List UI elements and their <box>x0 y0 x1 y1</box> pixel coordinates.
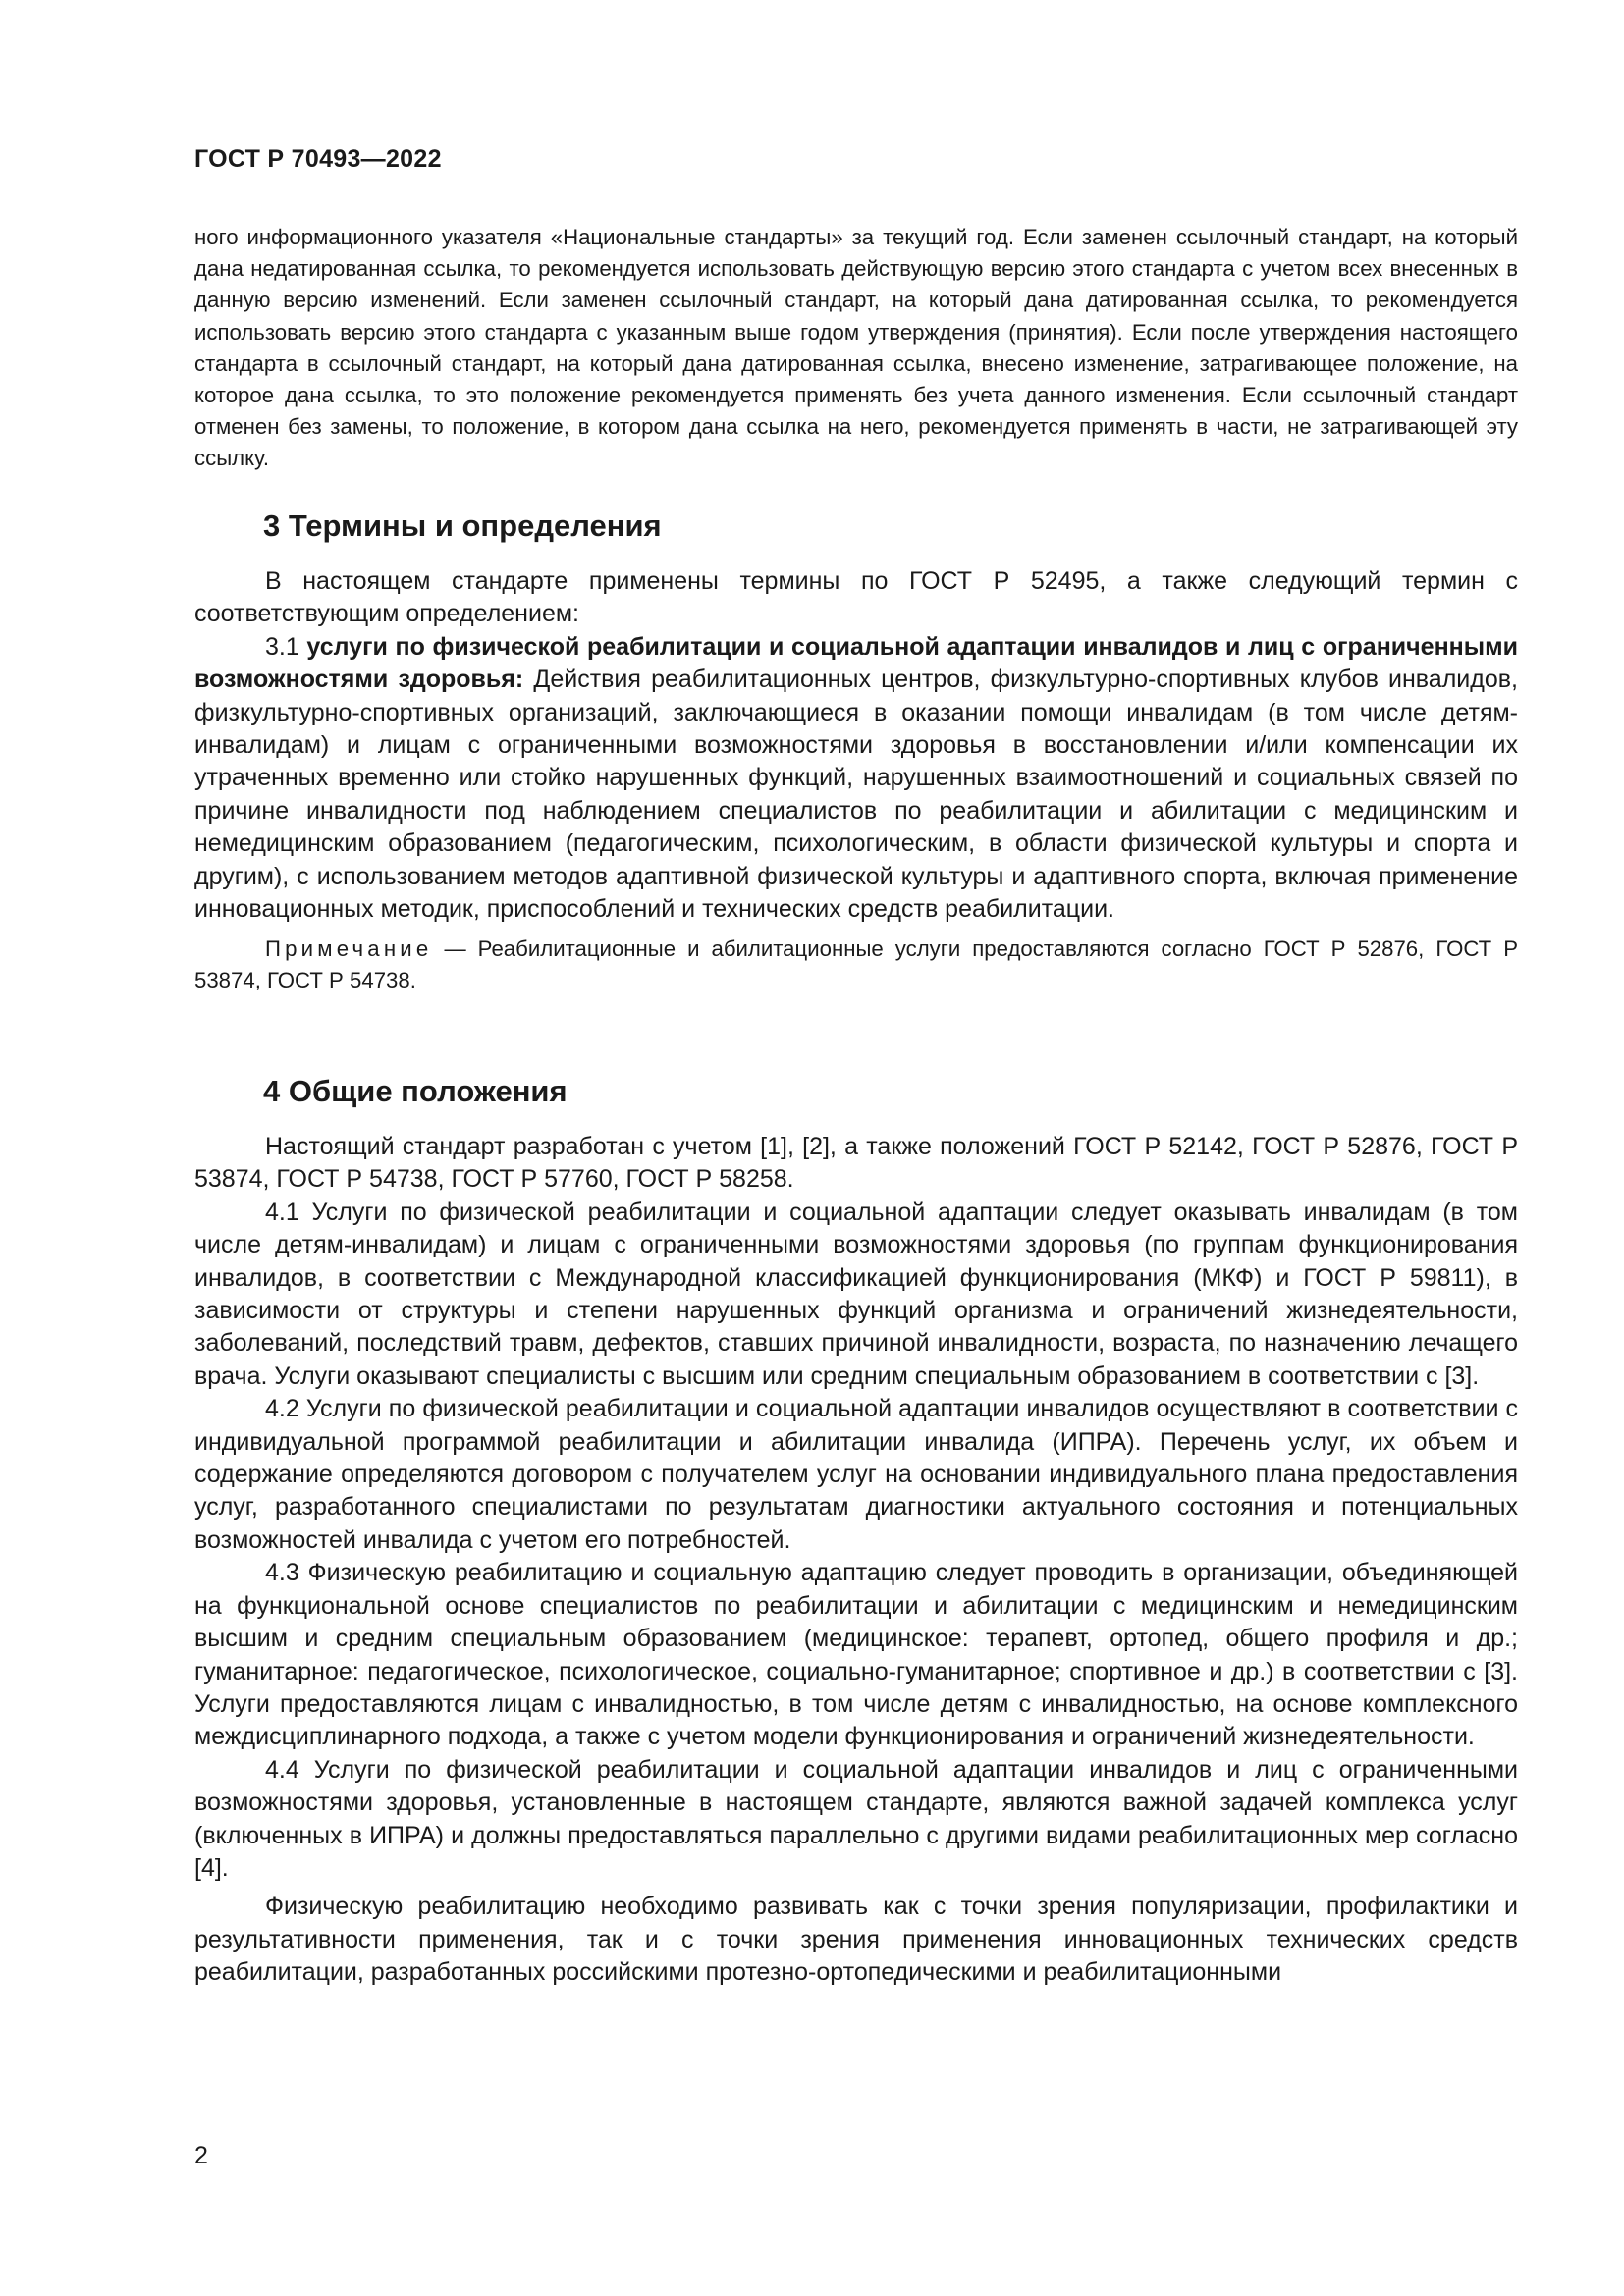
section-4-title: 4 Общие положения <box>263 1074 568 1108</box>
section-3 <box>194 507 1518 996</box>
section-4-paragraph-intro: Настоящий стандарт разработан с учетом [1], [2], а также положений ГОСТ Р 52142, ГОСТ Р 52876, ГОСТ Р 53874, ГОСТ Р 54738, ГОСТ Р 57760, ГОСТ Р 58258. <box>194 1133 1518 1194</box>
section-4-paragraph-last: Физическую реабилитацию необходимо развивать как с точки зрения популяризации, профилактики и результативности применения, так и с точки зрения применения инновационных технических средств реабилитации, разработанных российскими протезно-ортопедическими и реабилитационными <box>194 1893 1518 1987</box>
section-3-paragraph: В настоящем стандарте применены термины по ГОСТ Р 52495, а также следующий термин с соответствующим определением: <box>194 567 1518 628</box>
clause-4-2: 4.2 Услуги по физической реабилитации и социальной адаптации инвалидов осуществляют в соответствии с индивидуальной программой реабилитации и абилитации инвалида (ИПРА). Перечень услуг, их объем и содержание определяются договором с получателем услуг на основании индивидуального плана предоставления услуг, разработанного специалистами по результатам диагностики актуального состояния и потенциальных возможностей инвалида с учетом его потребностей. <box>194 1395 1518 1554</box>
term-title: услуги по физической реабилитации и социальной адаптации инвалидов и лиц с ограниченными возможностями здоровья: <box>194 632 1518 694</box>
term-number: 3.1 <box>265 632 299 661</box>
document-header-id: ГОСТ Р 70493—2022 <box>194 145 442 173</box>
page-number: 2 <box>194 2142 208 2169</box>
term-3-1 <box>194 631 1518 927</box>
intro-paragraph: ного информационного указателя «Национальные стандарты» за текущий год. Если заменен ссылочный стандарт, на который дана недатированная ссылка, то рекомендуется использовать действующую версию этого стандарта с учетом всех внесенных в данную версию изменений. Если заменен ссылочный стандарт, на который дана датированная ссылка, то рекомендуется использовать версию этого стандарта с указанным выше годом утверждения (принятия). Если после утверждения настоящего стандарта в ссылочный стандарт, на который дана датированная ссылка, внесено изменение, затрагивающее положение, на которое дана ссылка, то это положение рекомендуется применять без учета данного изменения. Если ссылочный стандарт отменен без замены, то положение, в котором дана ссылка на него, рекомендуется применять в части, не затрагивающей эту ссылку. <box>194 225 1518 471</box>
clause-4-1: 4.1 Услуги по физической реабилитации и социальной адаптации следует оказывать инвалидам (в том числе детям-инвалидам) и лицам с ограниченными возможностями здоровья (по группам функционирования инвалидов, в соответствии с Международной классификацией функционирования (МКФ) и ГОСТ Р 59811), в зависимости от структуры и степени нарушенных функций организма и ограничений жизнедеятельности, заболеваний, последствий травм, дефектов, ставших причиной инвалидности, возраста, по назначению лечащего врача. Услуги оказывают специалисты с высшим или средним специальным образованием в соответствии с [3]. <box>194 1198 1518 1390</box>
clause-4-4: 4.4 Услуги по физической реабилитации и социальной адаптации инвалидов и лиц с ограниченными возможностями здоровья, установленные в настоящем стандарте, являются важной задачей комплекса услуг (включенных в ИПРА) и должны предоставляться параллельно с другими видами реабилитационных мер согласно [4]. <box>194 1755 1518 1882</box>
term-definition: Действия реабилитационных центров, физкультурно-спортивных клубов инвалидов, физкультурно-спортивных организаций, заключающиеся в оказании помощи инвалидам (в том числе детям-инвалидам) и лицам с ограниченными возможностями здоровья в восстановлении и/или компенсации их утраченных временно или стойко нарушенных функций, нарушенных взаимоотношений и социальных связей по причине инвалидности под наблюдением специалистов по реабилитации и абилитации с медицинским и немедицинским образованием (педагогическим, психологическим, в области физической культуры и спорта и другим), с использованием методов адаптивной физической культуры и адаптивного спорта, включая применение инновационных методик, приспособлений и технических средств реабилитации. <box>194 666 1518 924</box>
note-paragraph <box>194 934 1518 996</box>
clause-4-3: 4.3 Физическую реабилитацию и социальную адаптацию следует проводить в организации, объединяющей на функциональной основе специалистов по реабилитации и абилитации с медицинским и немедицинским высшим и средним специальным образованием (медицинское: терапевт, ортопед, общего профиля и др.; гуманитарное: педагогическое, психологическое, социально-гуманитарное; спортивное и др.) в соответствии с [3]. Услуги предоставляются лицам с инвалидностью, в том числе детям с инвалидностью, на основе комплексного междисциплинарного подхода, а также с учетом модели функционирования и ограничений жизнедеятельности. <box>194 1559 1518 1751</box>
section-3-title: 3 Термины и определения <box>263 508 662 543</box>
section-4 <box>194 1072 1518 1990</box>
note-label: Примечание <box>265 936 433 962</box>
note-text: — Реабилитационные и абилитационные услуги предоставляются согласно ГОСТ Р 52876, ГОСТ Р 53874, ГОСТ Р 54738. <box>194 936 1518 993</box>
